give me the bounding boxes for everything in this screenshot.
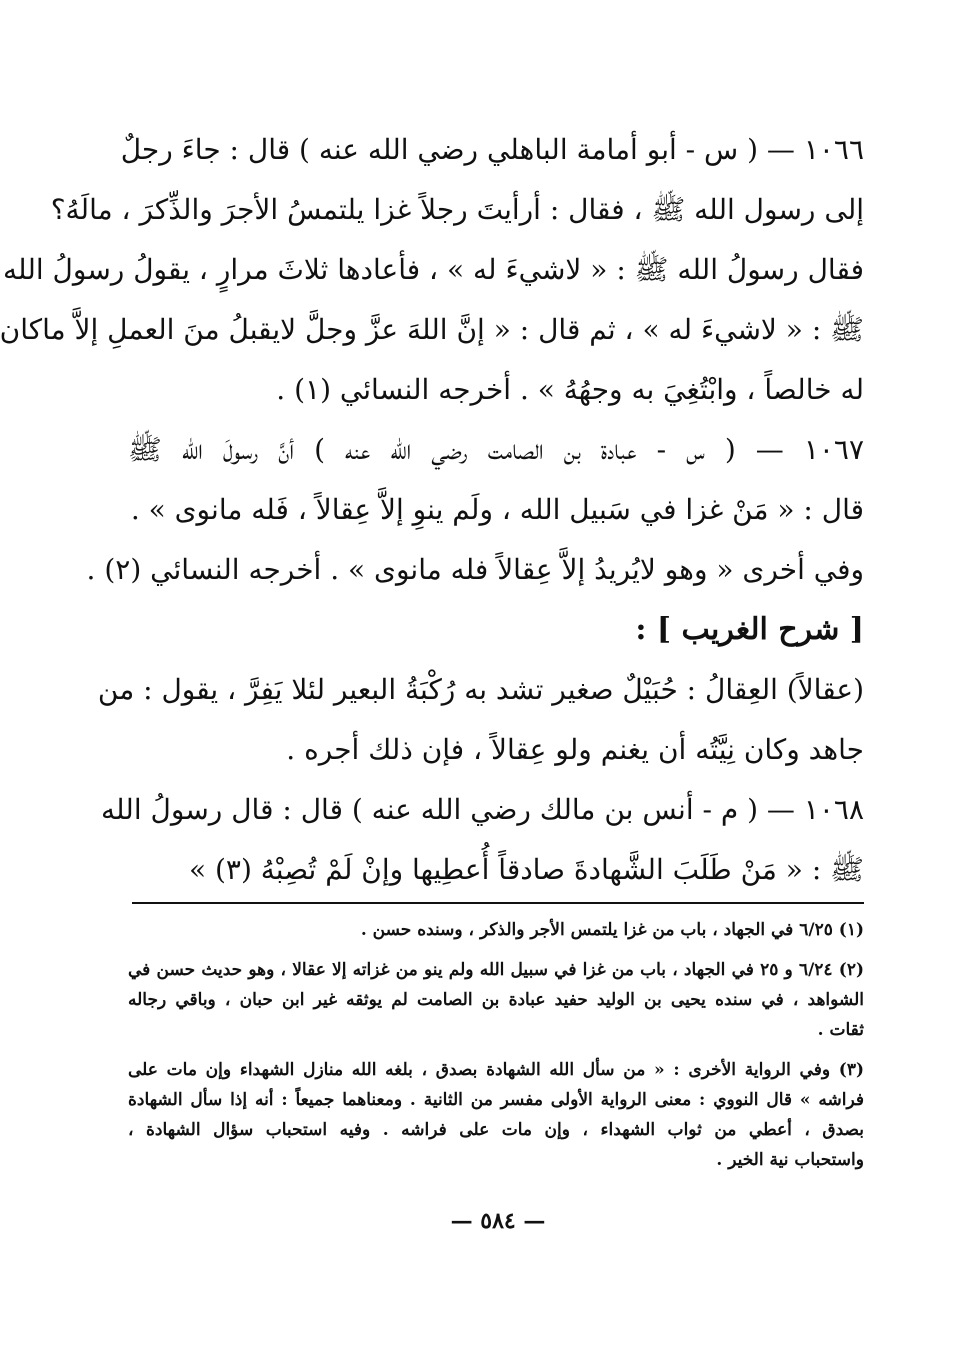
hadith-1068-line-1: ١٠٦٨ — ( م - أنس بن مالك رضي الله عنه ) قال : قال رسولُ الله (101, 793, 864, 826)
hadith-1068-line-2: ﷺ : « مَنْ طَلَبَ الشَّهادةَ صادقاً أُعطِيها وإنْ لَمْ تُصِبْهُ (٣) » (188, 853, 864, 886)
gloss-line-1: (عقالاً) العِقالُ : حُبَيْلٌ صغير تشد به رُكْبَةُ البعير لئلا يَفِرَّ ، يقول : من (97, 673, 864, 706)
footnote-3-line-3: بصدق ، أعطي من ثواب الشهداء ، وإن مات على فراشه . وفيه استحباب سؤال الشهادة ، (128, 1120, 864, 1140)
hadith-1066-line-1: ١٠٦٦ — ( س - أبو أمامة الباهلي رضي الله عنه ) قال : جاءَ رجلٌ (120, 133, 864, 166)
hadith-1066-line-5: له خالصاً ، وابْتُغِيَ به وجهُهُ » . أخرجه النسائي (١) . (276, 373, 864, 406)
footnote-3-line-4: واستحباب نية الخير . (716, 1150, 864, 1170)
footnote-3-line-2: فراشه » قال النووي : معنى الرواية الأولى مفسر من الثانية . ومعناهما جميعاً : أنه إذا سأل الشهادة (128, 1090, 864, 1110)
footnote-1-line-1: (١) ٦/٢٥ في الجهاد ، باب من غزا يلتمس الأجر والذكر ، وسنده حسن . (360, 920, 864, 940)
footnotes (128, 915, 864, 1175)
gloss-line-2: جاهد وكان نِيَّتُه أن يغنم ولو عِقالاً ، فإن ذلك أجره . (286, 733, 864, 766)
hadith-1067-line-1: ١٠٦٧ — ( س - عبادة بن الصامت رضي الله عنه ) أنَّ رسولَ الله ﷺ (128, 433, 864, 466)
hadith-1066-line-4: ﷺ : « لاشيءَ له » ، ثم قال : « إنَّ اللهَ عزَّ وجلَّ لايقبلُ منَ العملِ إلاَّ ماكان (0, 313, 864, 346)
hadith-1066-line-2: إلى رسول الله ﷺ ، فقال : أرأيتَ رجلاً غزا يلتمسُ الأجرَ والذِّكرَ ، مالَهُ؟ (50, 193, 864, 226)
hadith-1067-line-3: وفي أخرى « وهو لايُريدُ إلاَّ عِقالاً فله مانوى » . أخرجه النسائي (٢) . (86, 553, 864, 586)
footnote-divider (132, 902, 864, 904)
hadith-1066-line-3: فقال رسولُ الله ﷺ : « لاشيءَ له » ، فأعادها ثلاثَ مرارٍ ، يقولُ رسولُ الله (3, 253, 864, 286)
footnote-3-line-1: (٣) وفي الرواية الأخرى : « من سأل الله الشهادة بصدق ، بلغه الله منازل الشهداء وإن مات على (128, 1060, 864, 1080)
hadith-1067-line-2: قال : « مَنْ غزا في سَبيل الله ، ولَم ينوِ إلاَّ عِقالاً ، فَله مانوى » . (130, 493, 864, 526)
main-text (0, 120, 864, 900)
page-number: — ٥٨٤ — (450, 1208, 546, 1234)
footnote-2-line-1: (٢) ٦/٢٤ و ٢٥ في الجهاد ، باب من غزا في سبيل الله ولم ينو من غزاته إلا عقالا ، وهو حديث حسن في (128, 960, 864, 980)
footnote-2-line-3: ثقات . (817, 1020, 864, 1040)
gloss-heading: [ شرح الغريب ] : (635, 612, 864, 647)
footnote-2-line-2: الشواهد ، في سنده يحيى بن الوليد حفيد عبادة بن الصامت لم يوثقه غير ابن حبان ، وباقي رجاله (128, 990, 864, 1010)
